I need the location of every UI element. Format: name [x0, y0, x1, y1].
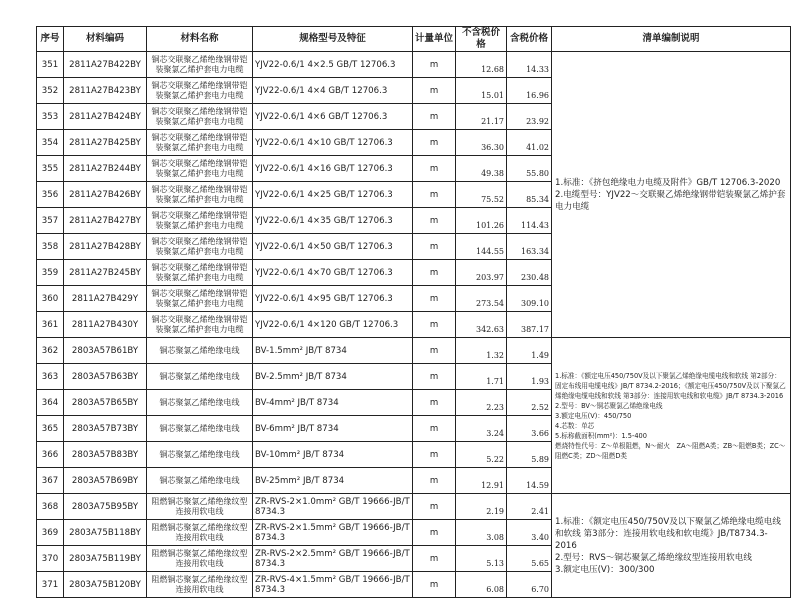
cell-unit: m [413, 572, 456, 598]
header-code: 材料编码 [64, 27, 147, 52]
cell-price-ex: 203.97 [456, 260, 507, 286]
cell-code: 2811A27B430Y [64, 312, 147, 338]
cell-name: 阻燃铜芯聚氯乙烯绝缘纹型连接用软电线 [147, 572, 253, 598]
cell-code: 2803A57B69BY [64, 468, 147, 494]
cell-price-ex: 1.71 [456, 364, 507, 390]
cell-price-in: 2.41 [507, 494, 552, 520]
note-line: 2.电缆型号：YJV22～交联聚乙烯绝缘钢带铠装聚氯乙烯护套电力电缆 [555, 189, 786, 212]
cell-name: 铜芯交联聚乙烯绝缘钢带铠装聚氯乙烯护套电力电缆 [147, 260, 253, 286]
price-table [36, 26, 791, 598]
cell-unit: m [413, 78, 456, 104]
note-group1 [552, 52, 791, 338]
cell-unit: m [413, 338, 456, 364]
cell-unit: m [413, 52, 456, 78]
cell-price-in: 41.02 [507, 130, 552, 156]
cell-price-in: 3.40 [507, 520, 552, 546]
cell-unit: m [413, 520, 456, 546]
cell-spec: YJV22-0.6/1 4×16 GB/T 12706.3 [253, 156, 413, 182]
cell-name: 铜芯聚氯乙烯绝缘电线 [147, 338, 253, 364]
cell-price-in: 230.48 [507, 260, 552, 286]
cell-price-in: 6.70 [507, 572, 552, 598]
note-line: 3.额定电压(V)：300/300 [555, 564, 655, 575]
cell-code: 2803A57B61BY [64, 338, 147, 364]
table-row [37, 494, 791, 520]
cell-spec: YJV22-0.6/1 4×25 GB/T 12706.3 [253, 182, 413, 208]
table-row [37, 338, 791, 364]
cell-code: 2803A57B73BY [64, 416, 147, 442]
cell-code: 2811A27B428BY [64, 234, 147, 260]
header-price-in: 含税价格 [507, 27, 552, 52]
cell-code: 2811A27B424BY [64, 104, 147, 130]
cell-unit: m [413, 416, 456, 442]
cell-spec: BV-6mm² JB/T 8734 [253, 416, 413, 442]
cell-code: 2811A27B429Y [64, 286, 147, 312]
cell-seq: 370 [37, 546, 64, 572]
cell-price-in: 5.89 [507, 442, 552, 468]
cell-unit: m [413, 260, 456, 286]
cell-spec: ZR-RVS-2×1.5mm² GB/T 19666-JB/T 8734.3 [253, 520, 413, 546]
cell-unit: m [413, 494, 456, 520]
cell-price-ex: 101.26 [456, 208, 507, 234]
cell-price-ex: 1.32 [456, 338, 507, 364]
cell-seq: 361 [37, 312, 64, 338]
cell-seq: 355 [37, 156, 64, 182]
cell-seq: 368 [37, 494, 64, 520]
cell-code: 2811A27B245BY [64, 260, 147, 286]
cell-unit: m [413, 468, 456, 494]
cell-unit: m [413, 442, 456, 468]
cell-seq: 358 [37, 234, 64, 260]
cell-name: 阻燃铜芯聚氯乙烯绝缘纹型连接用软电线 [147, 546, 253, 572]
cell-seq: 369 [37, 520, 64, 546]
cell-price-ex: 36.30 [456, 130, 507, 156]
cell-name: 铜芯交联聚乙烯绝缘钢带铠装聚氯乙烯护套电力电缆 [147, 234, 253, 260]
note-line: 4.芯数：单芯 [555, 421, 595, 430]
cell-unit: m [413, 312, 456, 338]
cell-unit: m [413, 234, 456, 260]
cell-spec: BV-2.5mm² JB/T 8734 [253, 364, 413, 390]
cell-seq: 367 [37, 468, 64, 494]
cell-price-ex: 5.22 [456, 442, 507, 468]
cell-price-ex: 3.24 [456, 416, 507, 442]
table-row [37, 52, 791, 78]
cell-code: 2803A57B83BY [64, 442, 147, 468]
cell-seq: 354 [37, 130, 64, 156]
cell-code: 2811A27B423BY [64, 78, 147, 104]
cell-price-in: 3.66 [507, 416, 552, 442]
cell-price-in: 23.92 [507, 104, 552, 130]
cell-spec: BV-10mm² JB/T 8734 [253, 442, 413, 468]
cell-spec: BV-1.5mm² JB/T 8734 [253, 338, 413, 364]
cell-price-ex: 12.68 [456, 52, 507, 78]
cell-code: 2811A27B425BY [64, 130, 147, 156]
cell-spec: ZR-RVS-2×2.5mm² GB/T 19666-JB/T 8734.3 [253, 546, 413, 572]
note-line: 1.标准：《挤包绝缘电力电缆及附件》GB/T 12706.3-2020 [555, 177, 781, 188]
cell-unit: m [413, 104, 456, 130]
cell-seq: 353 [37, 104, 64, 130]
cell-unit: m [413, 208, 456, 234]
header-name: 材料名称 [147, 27, 253, 52]
cell-name: 铜芯交联聚乙烯绝缘钢带铠装聚氯乙烯护套电力电缆 [147, 104, 253, 130]
cell-spec: ZR-RVS-2×1.0mm² GB/T 19666-JB/T 8734.3 [253, 494, 413, 520]
cell-name: 铜芯聚氯乙烯绝缘电线 [147, 364, 253, 390]
note-line: 燃烧特性代号：Z～单根阻燃，N～耐火 ZA～阻燃A类；ZB～阻燃B类；ZC～阻燃C类；ZD～阻燃D类 [555, 441, 786, 460]
cell-spec: BV-4mm² JB/T 8734 [253, 390, 413, 416]
cell-name: 铜芯交联聚乙烯绝缘钢带铠装聚氯乙烯护套电力电缆 [147, 78, 253, 104]
cell-spec: YJV22-0.6/1 4×50 GB/T 12706.3 [253, 234, 413, 260]
cell-price-in: 387.17 [507, 312, 552, 338]
note-line: 2.型号：RVS～铜芯聚氯乙烯绝缘纹型连接用软电线 [555, 552, 752, 563]
cell-price-ex: 2.23 [456, 390, 507, 416]
cell-name: 铜芯交联聚乙烯绝缘钢带铠装聚氯乙烯护套电力电缆 [147, 208, 253, 234]
cell-code: 2803A75B119BY [64, 546, 147, 572]
cell-unit: m [413, 546, 456, 572]
cell-price-ex: 15.01 [456, 78, 507, 104]
cell-seq: 365 [37, 416, 64, 442]
cell-code: 2803A75B120BY [64, 572, 147, 598]
cell-name: 阻燃铜芯聚氯乙烯绝缘纹型连接用软电线 [147, 520, 253, 546]
cell-price-ex: 273.54 [456, 286, 507, 312]
cell-code: 2811A27B427BY [64, 208, 147, 234]
cell-price-in: 14.59 [507, 468, 552, 494]
cell-unit: m [413, 390, 456, 416]
cell-spec: ZR-RVS-4×1.5mm² GB/T 19666-JB/T 8734.3 [253, 572, 413, 598]
cell-price-ex: 12.91 [456, 468, 507, 494]
cell-seq: 351 [37, 52, 64, 78]
cell-name: 铜芯聚氯乙烯绝缘电线 [147, 390, 253, 416]
header-seq: 序号 [37, 27, 64, 52]
cell-price-ex: 2.19 [456, 494, 507, 520]
cell-price-in: 1.49 [507, 338, 552, 364]
note-group3 [552, 494, 791, 598]
cell-spec: YJV22-0.6/1 4×4 GB/T 12706.3 [253, 78, 413, 104]
cell-price-in: 2.52 [507, 390, 552, 416]
cell-price-ex: 5.13 [456, 546, 507, 572]
cell-unit: m [413, 156, 456, 182]
cell-spec: YJV22-0.6/1 4×2.5 GB/T 12706.3 [253, 52, 413, 78]
cell-price-in: 114.43 [507, 208, 552, 234]
note-group2 [552, 338, 791, 494]
cell-price-in: 1.93 [507, 364, 552, 390]
cell-seq: 371 [37, 572, 64, 598]
note-line: 3.额定电压(V)：450/750 [555, 411, 632, 420]
cell-seq: 362 [37, 338, 64, 364]
header-unit: 计量单位 [413, 27, 456, 52]
header-spec: 规格型号及特征 [253, 27, 413, 52]
cell-spec: BV-25mm² JB/T 8734 [253, 468, 413, 494]
cell-name: 铜芯交联聚乙烯绝缘钢带铠装聚氯乙烯护套电力电缆 [147, 130, 253, 156]
cell-code: 2811A27B244BY [64, 156, 147, 182]
cell-price-ex: 21.17 [456, 104, 507, 130]
cell-spec: YJV22-0.6/1 4×35 GB/T 12706.3 [253, 208, 413, 234]
cell-price-in: 309.10 [507, 286, 552, 312]
cell-unit: m [413, 130, 456, 156]
cell-seq: 357 [37, 208, 64, 234]
cell-name: 铜芯聚氯乙烯绝缘电线 [147, 416, 253, 442]
cell-name: 铜芯交联聚乙烯绝缘钢带铠装聚氯乙烯护套电力电缆 [147, 312, 253, 338]
cell-code: 2803A75B95BY [64, 494, 147, 520]
cell-price-in: 14.33 [507, 52, 552, 78]
cell-seq: 364 [37, 390, 64, 416]
cell-unit: m [413, 286, 456, 312]
cell-price-ex: 342.63 [456, 312, 507, 338]
cell-price-in: 85.34 [507, 182, 552, 208]
cell-unit: m [413, 182, 456, 208]
price-list-sheet [36, 26, 791, 598]
cell-code: 2803A75B118BY [64, 520, 147, 546]
cell-price-ex: 144.55 [456, 234, 507, 260]
cell-code: 2803A57B65BY [64, 390, 147, 416]
note-line: 2.型号：BV～铜芯聚氯乙烯绝缘电线 [555, 401, 663, 410]
cell-seq: 352 [37, 78, 64, 104]
cell-unit: m [413, 364, 456, 390]
cell-name: 铜芯聚氯乙烯绝缘电线 [147, 468, 253, 494]
header-price-ex: 不含税价格 [456, 27, 507, 52]
cell-price-ex: 49.38 [456, 156, 507, 182]
cell-price-in: 16.96 [507, 78, 552, 104]
header-note: 清单编制说明 [552, 27, 791, 52]
cell-spec: YJV22-0.6/1 4×120 GB/T 12706.3 [253, 312, 413, 338]
cell-price-ex: 3.08 [456, 520, 507, 546]
table-body [37, 52, 791, 598]
cell-seq: 366 [37, 442, 64, 468]
cell-name: 铜芯交联聚乙烯绝缘钢带铠装聚氯乙烯护套电力电缆 [147, 52, 253, 78]
note-line: 1.标准：《额定电压450/750V及以下聚氯乙烯绝缘电缆电线和软线 第2部分：固定布线用电缆电线》JB/T 8734.2-2016；《额定电压450/750V及以下聚氯乙烯绝缘电缆电线和软线 第3部分：连接用软电线和软电缆》JB/T 8734.3-2016 [555, 371, 786, 400]
cell-price-ex: 6.08 [456, 572, 507, 598]
cell-seq: 360 [37, 286, 64, 312]
cell-price-ex: 75.52 [456, 182, 507, 208]
cell-name: 阻燃铜芯聚氯乙烯绝缘纹型连接用软电线 [147, 494, 253, 520]
header-row [37, 27, 791, 52]
cell-seq: 363 [37, 364, 64, 390]
cell-price-in: 163.34 [507, 234, 552, 260]
cell-name: 铜芯交联聚乙烯绝缘钢带铠装聚氯乙烯护套电力电缆 [147, 156, 253, 182]
cell-spec: YJV22-0.6/1 4×70 GB/T 12706.3 [253, 260, 413, 286]
cell-code: 2811A27B422BY [64, 52, 147, 78]
cell-price-in: 5.65 [507, 546, 552, 572]
note-line: 1.标准：《额定电压450/750V及以下聚氯乙烯绝缘电缆电线和软线 第3部分：连接用软电线和软电缆》JB/T8734.3-2016 [555, 516, 781, 551]
cell-seq: 359 [37, 260, 64, 286]
cell-name: 铜芯聚氯乙烯绝缘电线 [147, 442, 253, 468]
cell-spec: YJV22-0.6/1 4×6 GB/T 12706.3 [253, 104, 413, 130]
cell-spec: YJV22-0.6/1 4×95 GB/T 12706.3 [253, 286, 413, 312]
cell-seq: 356 [37, 182, 64, 208]
cell-price-in: 55.80 [507, 156, 552, 182]
cell-name: 铜芯交联聚乙烯绝缘钢带铠装聚氯乙烯护套电力电缆 [147, 286, 253, 312]
cell-spec: YJV22-0.6/1 4×10 GB/T 12706.3 [253, 130, 413, 156]
cell-name: 铜芯交联聚乙烯绝缘钢带铠装聚氯乙烯护套电力电缆 [147, 182, 253, 208]
cell-code: 2803A57B63BY [64, 364, 147, 390]
note-line: 5.标称截面积(mm²)：1.5-400 [555, 431, 647, 440]
cell-code: 2811A27B426BY [64, 182, 147, 208]
